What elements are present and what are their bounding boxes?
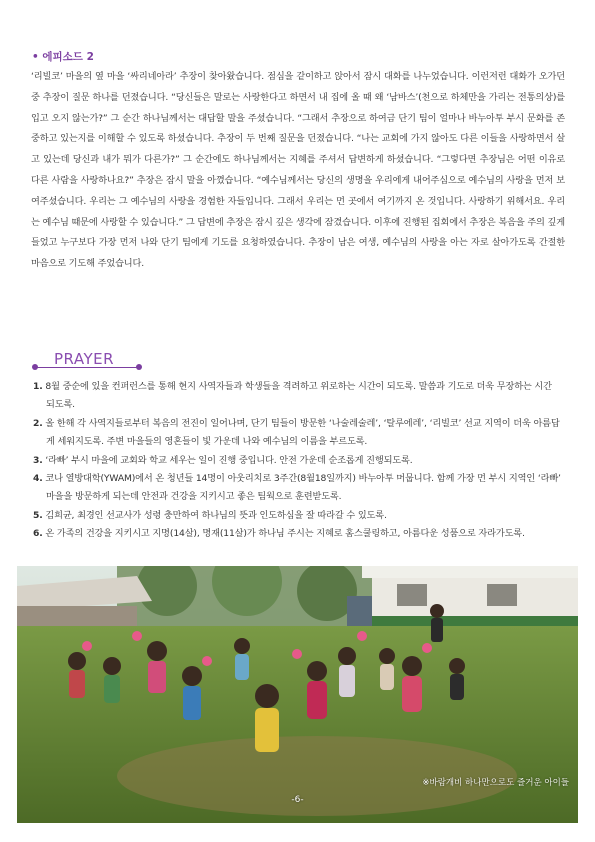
prayer-item [33, 452, 563, 470]
prayer-item [33, 525, 563, 543]
prayer-item-text: 온 가족의 건강을 지키시고 지명(14살), 명재(11살)가 하나님 주시는 지혜로 홈스쿨링하고, 아름다운 성품으로 자라가도록. [45, 528, 525, 540]
prayer-item-text: 김희균, 최경인 선교사가 성령 충만하여 하나님의 뜻과 인도하심을 잘 따라갈 수 있도록. [45, 509, 387, 521]
prayer-item-number: 1. [33, 381, 43, 392]
prayer-item-number: 6. [33, 528, 43, 540]
prayer-item-number: 5. [33, 509, 43, 521]
prayer-item [33, 415, 563, 452]
prayer-item-text: 8월 중순에 있을 컨퍼런스를 통해 현지 사역자들과 학생들을 격려하고 위로하는 시간이 되도록. 말씀과 기도로 더욱 무장하는 시간 되도록. [45, 381, 552, 411]
prayer-item-text: ‘라빠’ 부시 마을에 교회와 학교 세우는 일이 진행 중입니다. 안전 가운데 순조롭게 진행되도록. [45, 454, 413, 466]
photo-caption: ※바람개비 하나만으로도 즐거운 아이들 [422, 778, 569, 788]
prayer-item-text: 올 한해 각 사역지들로부터 복음의 전진이 일어나며, 단기 팀들이 방문한 ‘나술레술레’, ‘탈루에레’, ‘리빌코’ 선교 지역이 더욱 아름답게 세워지도록. 주변 마을들의 영혼들이 빛 가운데 나와 예수님의 이름을 부르도록. [45, 417, 560, 448]
page-number: -6- [291, 795, 304, 805]
prayer-item-number: 4. [33, 473, 43, 485]
prayer-item [33, 470, 563, 507]
episode-title: • 에피소드 2 [32, 51, 94, 63]
prayer-header [32, 352, 142, 370]
prayer-item [33, 507, 563, 525]
prayer-list [33, 378, 563, 544]
prayer-item-text: 코나 열방대학(YWAM)에서 온 청년들 14명이 아웃리치로 3주간(8월18일까지) 바누아투 머뭅니다. 함께 가장 먼 부시 지역인 ‘라빠’ 마을을 방문하게 되는데 안전과 건강을 지키시고 좋은 팀웍으로 훈련받도록. [45, 473, 561, 503]
bullet-dot-icon [136, 364, 142, 370]
prayer-item-number: 2. [33, 417, 43, 429]
episode-body: ‘리빌코’ 마을의 옆 마을 ‘싸리네아라’ 추장이 찾아왔습니다. 점심을 같이하고 앉아서 잠시 대화를 나누었습니다. 이런저런 대화가 오가던 중 추장이 질문 하나를 던졌습니다. “당신들은 말로는 사랑한다고 하면서 내 집에 올 때 왜 ‘남바스’(천으로 하체만을 가리는 전통의상)를 입고 오지 않는가?” 그 순간 하나님께서는 대답할 말을 주셨습니다. “그래서 추장으로 하여금 단기 팀이 얼마나 바누아투 부시 문화를 존중하고 있는지를 이해할 수 있도록 하셨습니다. 추장이 두 번째 질문을 던졌습니다. “나는 교회에 가지 않아도 다른 이들을 사랑하면서 살고 있는데 당신과 내가 뭐가 다른가?” 그 순간에도 하나님께서는 지혜를 주셔서 답변하게 하셨습니다. “그렇다면 추장님은 어떤 이유로 다른 사람을 사랑하나요?” 추장은 잠시 말을 아꼈습니다. “예수님께서는 당신의 생명을 우리에게 내어주심으로 예수님의 사랑을 먼저 보여주셨습니다. 우리는 그 예수님의 사랑을 경험한 자들입니다. 그래서 우리는 먼 곳에서 여기까지 온 것입니다. 사랑하기 위해서요. 우리는 예수님 때문에 사랑할 수 있습니다.” 그 답변에 추장은 잠시 깊은 생각에 잠겼습니다. 이후에 진행된 집회에서 추장은 복음을 주의 깊게 들었고 누구보다 가장 먼저 나와 단기 팀에게 기도를 요청하였습니다. 추장이 남은 여생, 예수님의 사랑을 아는 자로 살아가도록 간절한 마음으로 기도해 주었습니다. [31, 71, 565, 270]
prayer-item-number: 3. [33, 454, 43, 466]
prayer-item [33, 378, 563, 415]
bullet-dot-icon [32, 364, 38, 370]
prayer-title: PRAYER [54, 350, 115, 368]
